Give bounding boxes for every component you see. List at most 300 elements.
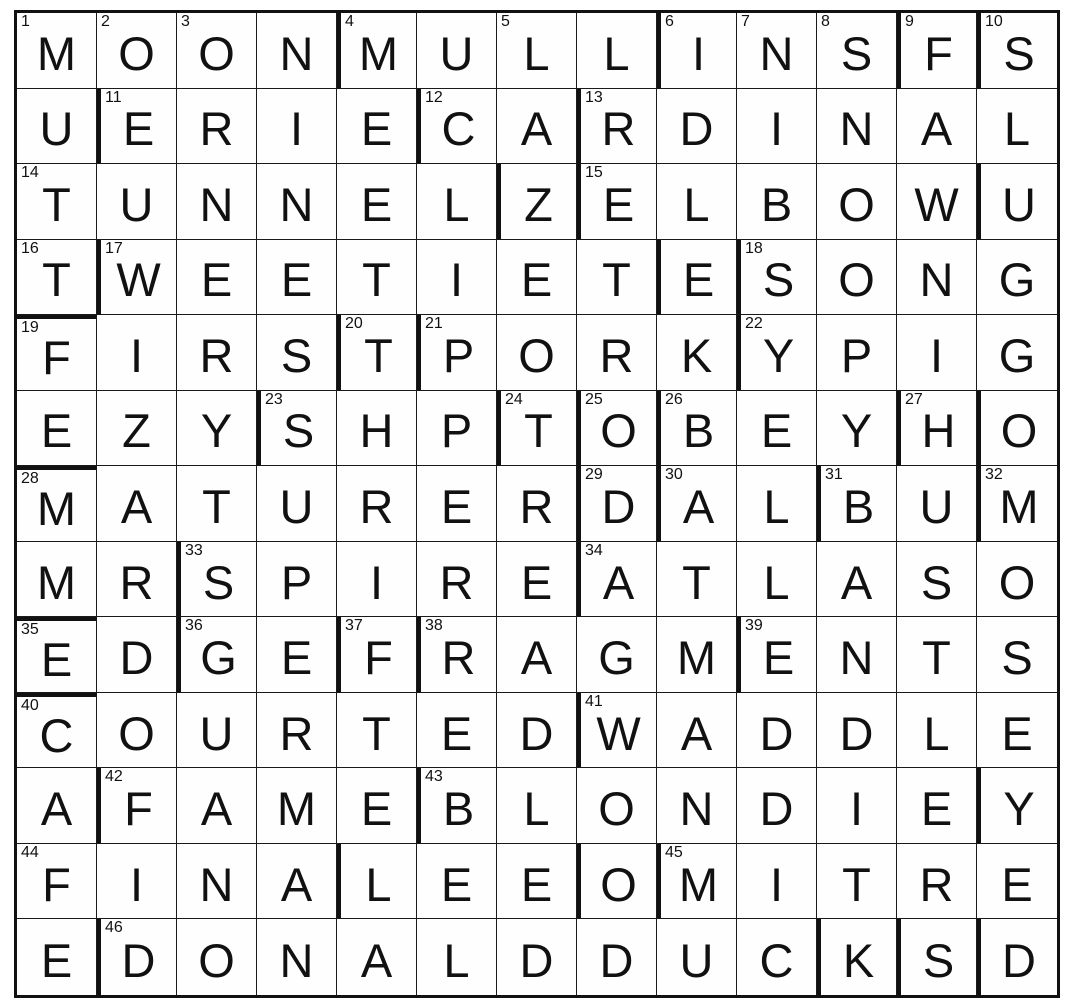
grid-cell-r2-c12[interactable]	[897, 89, 977, 165]
cell-letter: N	[759, 26, 794, 80]
cell-number: 43	[425, 768, 443, 786]
cell-letter: E	[440, 857, 473, 911]
grid-cell-r5-c4[interactable]	[257, 315, 337, 391]
cell-number: 41	[585, 692, 603, 710]
grid-cell-r2-c7[interactable]	[497, 89, 577, 165]
grid-cell-r11-c12[interactable]	[897, 768, 977, 844]
cell-letter: O	[838, 253, 875, 307]
grid-cell-r1-c7[interactable]	[497, 13, 577, 89]
grid-cell-r11-c2[interactable]	[97, 768, 177, 844]
cell-letter: A	[682, 479, 715, 533]
grid-cell-r2-c9[interactable]	[657, 89, 737, 165]
cell-number: 1	[21, 13, 30, 30]
grid-cell-r11-c8[interactable]	[577, 768, 657, 844]
grid-cell-r6-c8[interactable]	[577, 391, 657, 467]
grid-cell-r9-c9[interactable]	[657, 617, 737, 693]
grid-cell-r6-c7[interactable]	[497, 391, 577, 467]
cell-letter: I	[691, 26, 706, 80]
grid-cell-r8-c7[interactable]	[497, 542, 577, 618]
grid-cell-r4-c12[interactable]	[897, 240, 977, 316]
grid-cell-r7-c11[interactable]	[817, 466, 897, 542]
cell-number: 17	[105, 239, 123, 257]
cell-letter: Y	[200, 404, 233, 458]
cell-number: 42	[105, 768, 123, 786]
grid-cell-r1-c1[interactable]	[17, 13, 97, 89]
grid-cell-r1-c9[interactable]	[657, 13, 737, 89]
grid-cell-r9-c3[interactable]	[177, 617, 257, 693]
cell-letter: L	[763, 555, 790, 609]
cell-number: 20	[345, 315, 363, 333]
cell-letter: A	[920, 102, 953, 156]
cell-letter: B	[682, 404, 715, 458]
cell-number: 24	[505, 390, 523, 408]
grid-cell-r7-c6[interactable]	[417, 466, 497, 542]
grid-cell-r9-c1[interactable]	[17, 617, 97, 693]
cell-letter: D	[119, 631, 154, 685]
cell-number: 23	[265, 390, 283, 408]
grid-cell-r9-c11[interactable]	[817, 617, 897, 693]
grid-cell-r10-c3[interactable]	[177, 693, 257, 769]
grid-cell-r2-c2[interactable]	[97, 89, 177, 165]
cell-letter: S	[1001, 631, 1033, 685]
cell-letter: B	[442, 782, 475, 836]
grid-cell-r8-c2[interactable]	[97, 542, 177, 618]
grid-cell-r12-c5[interactable]	[337, 844, 417, 920]
grid-cell-r4-c6[interactable]	[417, 240, 497, 316]
cell-number: 3	[181, 13, 190, 30]
grid-cell-r7-c3[interactable]	[177, 466, 257, 542]
grid-cell-r5-c2[interactable]	[97, 315, 177, 391]
grid-cell-r11-c10[interactable]	[737, 768, 817, 844]
grid-cell-r12-c3[interactable]	[177, 844, 257, 920]
grid-cell-r3-c12[interactable]	[897, 164, 977, 240]
cell-letter: R	[359, 479, 394, 533]
cell-letter: T	[202, 479, 231, 533]
grid-cell-r8-c1[interactable]	[17, 542, 97, 618]
grid-cell-r7-c10[interactable]	[737, 466, 817, 542]
grid-cell-r10-c9[interactable]	[657, 693, 737, 769]
cell-number: 7	[741, 13, 750, 30]
grid-cell-r2-c10[interactable]	[737, 89, 817, 165]
grid-cell-r1-c6[interactable]	[417, 13, 497, 89]
grid-cell-r2-c6[interactable]	[417, 89, 497, 165]
cell-letter: W	[116, 253, 161, 307]
cell-letter: U	[679, 933, 714, 987]
grid-cell-r2-c1[interactable]	[17, 89, 97, 165]
cell-letter: E	[40, 404, 73, 458]
grid-cell-r9-c7[interactable]	[497, 617, 577, 693]
grid-cell-r6-c4[interactable]	[257, 391, 337, 467]
grid-cell-r4-c13[interactable]	[977, 240, 1057, 316]
grid-cell-r2-c13[interactable]	[977, 89, 1057, 165]
cell-number: 32	[985, 466, 1003, 484]
cell-letter: R	[519, 479, 554, 533]
cell-letter: S	[1003, 26, 1035, 80]
cell-number: 39	[745, 617, 763, 635]
grid-cell-r3-c4[interactable]	[257, 164, 337, 240]
cell-letter: G	[598, 631, 635, 685]
cell-letter: R	[439, 555, 474, 609]
grid-cell-r3-c10[interactable]	[737, 164, 817, 240]
grid-cell-r7-c2[interactable]	[97, 466, 177, 542]
grid-cell-r8-c10[interactable]	[737, 542, 817, 618]
grid-cell-r5-c3[interactable]	[177, 315, 257, 391]
cell-letter: S	[840, 26, 873, 80]
grid-cell-r4-c3[interactable]	[177, 240, 257, 316]
cell-number: 25	[585, 390, 603, 408]
cell-letter: D	[601, 479, 636, 533]
grid-cell-r11-c13[interactable]	[977, 768, 1057, 844]
grid-cell-r1-c5[interactable]	[337, 13, 417, 89]
cell-number: 22	[745, 315, 763, 333]
grid-cell-r10-c2[interactable]	[97, 693, 177, 769]
grid-cell-r12-c9[interactable]	[657, 844, 737, 920]
grid-cell-r5-c10[interactable]	[737, 315, 817, 391]
cell-letter: C	[441, 102, 476, 156]
grid-cell-r10-c12[interactable]	[897, 693, 977, 769]
cell-number: 34	[585, 541, 603, 559]
cell-number: 10	[985, 13, 1003, 30]
grid-cell-r13-c1[interactable]	[17, 919, 97, 995]
cell-letter: D	[759, 782, 794, 836]
grid-cell-r7-c12[interactable]	[897, 466, 977, 542]
cell-number: 37	[345, 617, 363, 635]
grid-cell-r4-c2[interactable]	[97, 240, 177, 316]
cell-letter: A	[520, 102, 553, 156]
grid-cell-r11-c9[interactable]	[657, 768, 737, 844]
cell-letter: I	[769, 857, 784, 911]
grid-cell-r9-c2[interactable]	[97, 617, 177, 693]
cell-letter: L	[683, 177, 710, 231]
cell-letter: N	[279, 933, 314, 987]
cell-letter: W	[914, 177, 959, 231]
grid-cell-r12-c1[interactable]	[17, 844, 97, 920]
cell-letter: R	[601, 102, 636, 156]
cell-letter: A	[602, 555, 635, 609]
grid-cell-r11-c1[interactable]	[17, 768, 97, 844]
cell-letter: A	[680, 706, 713, 760]
cell-letter: N	[839, 102, 874, 156]
cell-number: 15	[585, 164, 603, 182]
cell-letter: T	[364, 328, 393, 382]
grid-cell-r4-c8[interactable]	[577, 240, 657, 316]
grid-cell-r11-c6[interactable]	[417, 768, 497, 844]
cell-number: 38	[425, 617, 443, 635]
grid-cell-r8-c5[interactable]	[337, 542, 417, 618]
cell-letter: L	[443, 933, 470, 987]
grid-cell-r7-c5[interactable]	[337, 466, 417, 542]
grid-cell-r8-c6[interactable]	[417, 542, 497, 618]
cell-letter: O	[838, 177, 875, 231]
grid-cell-r10-c13[interactable]	[977, 693, 1057, 769]
cell-letter: L	[763, 479, 790, 533]
cell-letter: C	[39, 708, 74, 762]
grid-cell-r12-c2[interactable]	[97, 844, 177, 920]
cell-letter: E	[280, 631, 313, 685]
cell-letter: G	[200, 631, 237, 685]
grid-cell-r10-c11[interactable]	[817, 693, 897, 769]
cell-letter: L	[523, 26, 550, 80]
grid-cell-r5-c9[interactable]	[657, 315, 737, 391]
cell-letter: T	[682, 555, 711, 609]
grid-cell-r6-c13[interactable]	[977, 391, 1057, 467]
grid-cell-r4-c5[interactable]	[337, 240, 417, 316]
grid-cell-r1-c3[interactable]	[177, 13, 257, 89]
grid-cell-r3-c11[interactable]	[817, 164, 897, 240]
cell-letter: D	[519, 933, 554, 987]
grid-cell-r9-c5[interactable]	[337, 617, 417, 693]
grid-cell-r6-c3[interactable]	[177, 391, 257, 467]
cell-number: 2	[101, 13, 110, 30]
grid-cell-r4-c7[interactable]	[497, 240, 577, 316]
cell-letter: T	[362, 253, 391, 307]
cell-letter: R	[441, 631, 476, 685]
grid-cell-r13-c5[interactable]	[337, 919, 417, 995]
grid-cell-r2-c11[interactable]	[817, 89, 897, 165]
grid-cell-r3-c1[interactable]	[17, 164, 97, 240]
grid-cell-r2-c8[interactable]	[577, 89, 657, 165]
cell-letter: S	[282, 404, 315, 458]
grid-cell-r8-c8[interactable]	[577, 542, 657, 618]
cell-letter: P	[280, 555, 313, 609]
cell-letter: O	[198, 933, 235, 987]
grid-cell-r1-c4[interactable]	[257, 13, 337, 89]
grid-cell-r13-c3[interactable]	[177, 919, 257, 995]
grid-cell-r11-c3[interactable]	[177, 768, 257, 844]
grid-cell-r5-c1[interactable]	[17, 315, 97, 391]
grid-cell-r13-c7[interactable]	[497, 919, 577, 995]
grid-cell-r3-c13[interactable]	[977, 164, 1057, 240]
cell-letter: P	[840, 328, 873, 382]
cell-letter: A	[40, 782, 73, 836]
grid-cell-r5-c13[interactable]	[977, 315, 1057, 391]
grid-cell-r11-c5[interactable]	[337, 768, 417, 844]
grid-cell-r4-c10[interactable]	[737, 240, 817, 316]
grid-cell-r9-c4[interactable]	[257, 617, 337, 693]
grid-cell-r6-c2[interactable]	[97, 391, 177, 467]
grid-cell-r7-c1[interactable]	[17, 466, 97, 542]
grid-cell-r13-c8[interactable]	[577, 919, 657, 995]
grid-cell-r12-c12[interactable]	[897, 844, 977, 920]
grid-cell-r2-c3[interactable]	[177, 89, 257, 165]
grid-cell-r8-c13[interactable]	[977, 542, 1057, 618]
grid-cell-r4-c9[interactable]	[657, 240, 737, 316]
grid-cell-r8-c9[interactable]	[657, 542, 737, 618]
grid-cell-r13-c2[interactable]	[97, 919, 177, 995]
cell-letter: L	[1003, 102, 1031, 156]
grid-cell-r6-c11[interactable]	[817, 391, 897, 467]
cell-letter: E	[760, 404, 793, 458]
grid-cell-r8-c12[interactable]	[897, 542, 977, 618]
crossword-grid[interactable]	[14, 10, 1060, 998]
cell-letter: A	[360, 933, 393, 987]
cell-letter: P	[442, 328, 475, 382]
cell-letter: E	[682, 253, 715, 307]
cell-letter: O	[1000, 404, 1038, 458]
grid-cell-r10-c7[interactable]	[497, 693, 577, 769]
grid-cell-r12-c7[interactable]	[497, 844, 577, 920]
cell-number: 13	[585, 88, 603, 106]
cell-letter: M	[676, 631, 717, 685]
cell-letter: O	[598, 782, 635, 836]
cell-letter: T	[42, 177, 71, 231]
grid-cell-r6-c5[interactable]	[337, 391, 417, 467]
grid-cell-r10-c5[interactable]	[337, 693, 417, 769]
grid-cell-r7-c13[interactable]	[977, 466, 1057, 542]
cell-letter: G	[998, 328, 1036, 382]
grid-cell-r5-c12[interactable]	[897, 315, 977, 391]
cell-letter: L	[365, 857, 392, 911]
grid-cell-r7-c7[interactable]	[497, 466, 577, 542]
grid-cell-r12-c4[interactable]	[257, 844, 337, 920]
cell-letter: E	[520, 555, 553, 609]
grid-cell-r9-c6[interactable]	[417, 617, 497, 693]
cell-letter: O	[518, 328, 555, 382]
grid-cell-r3-c6[interactable]	[417, 164, 497, 240]
cell-letter: W	[596, 706, 641, 760]
cell-letter: L	[443, 177, 470, 231]
grid-cell-r10-c10[interactable]	[737, 693, 817, 769]
grid-cell-r3-c8[interactable]	[577, 164, 657, 240]
cell-letter: E	[1001, 706, 1033, 760]
grid-cell-r10-c1[interactable]	[17, 693, 97, 769]
cell-number: 35	[21, 621, 39, 639]
cell-letter: A	[120, 479, 153, 533]
cell-letter: U	[279, 479, 314, 533]
cell-letter: O	[118, 26, 155, 80]
cell-letter: B	[760, 177, 793, 231]
cell-letter: N	[679, 782, 714, 836]
cell-letter: R	[599, 328, 634, 382]
cell-number: 46	[105, 919, 123, 937]
cell-letter: R	[119, 555, 154, 609]
grid-cell-r3-c5[interactable]	[337, 164, 417, 240]
cell-number: 27	[905, 390, 923, 408]
cell-letter: M	[276, 782, 317, 836]
grid-cell-r8-c4[interactable]	[257, 542, 337, 618]
grid-cell-r13-c12[interactable]	[897, 919, 977, 995]
grid-cell-r12-c11[interactable]	[817, 844, 897, 920]
cell-letter: F	[924, 26, 953, 80]
grid-cell-r10-c6[interactable]	[417, 693, 497, 769]
grid-cell-r8-c11[interactable]	[817, 542, 897, 618]
grid-cell-r1-c12[interactable]	[897, 13, 977, 89]
cell-letter: Z	[122, 404, 151, 458]
grid-cell-r1-c11[interactable]	[817, 13, 897, 89]
cell-letter: D	[121, 933, 156, 987]
grid-cell-r5-c7[interactable]	[497, 315, 577, 391]
grid-cell-r6-c9[interactable]	[657, 391, 737, 467]
grid-cell-r10-c8[interactable]	[577, 693, 657, 769]
cell-number: 12	[425, 88, 443, 106]
grid-cell-r3-c7[interactable]	[497, 164, 577, 240]
grid-cell-r2-c5[interactable]	[337, 89, 417, 165]
grid-cell-r1-c8[interactable]	[577, 13, 657, 89]
grid-cell-r7-c9[interactable]	[657, 466, 737, 542]
cell-letter: I	[849, 782, 864, 836]
cell-number: 5	[501, 13, 510, 30]
grid-cell-r12-c6[interactable]	[417, 844, 497, 920]
grid-cell-r3-c3[interactable]	[177, 164, 257, 240]
grid-cell-r11-c4[interactable]	[257, 768, 337, 844]
grid-cell-r13-c6[interactable]	[417, 919, 497, 995]
cell-letter: T	[524, 404, 553, 458]
cell-letter: O	[600, 857, 637, 911]
grid-cell-r13-c11[interactable]	[817, 919, 897, 995]
grid-cell-r7-c8[interactable]	[577, 466, 657, 542]
grid-cell-r4-c11[interactable]	[817, 240, 897, 316]
cell-letter: A	[840, 555, 873, 609]
cell-letter: M	[999, 479, 1039, 533]
grid-cell-r13-c9[interactable]	[657, 919, 737, 995]
grid-cell-r6-c12[interactable]	[897, 391, 977, 467]
grid-cell-r7-c4[interactable]	[257, 466, 337, 542]
grid-cell-r10-c4[interactable]	[257, 693, 337, 769]
grid-cell-r3-c9[interactable]	[657, 164, 737, 240]
cell-number: 29	[585, 466, 603, 484]
grid-cell-r13-c10[interactable]	[737, 919, 817, 995]
grid-cell-r9-c12[interactable]	[897, 617, 977, 693]
grid-cell-r6-c6[interactable]	[417, 391, 497, 467]
cell-letter: T	[922, 631, 951, 685]
grid-cell-r1-c13[interactable]	[977, 13, 1057, 89]
cell-letter: M	[678, 857, 719, 911]
grid-cell-r9-c8[interactable]	[577, 617, 657, 693]
grid-cell-r1-c10[interactable]	[737, 13, 817, 89]
grid-cell-r5-c11[interactable]	[817, 315, 897, 391]
grid-cell-r12-c13[interactable]	[977, 844, 1057, 920]
grid-cell-r6-c1[interactable]	[17, 391, 97, 467]
cell-number: 6	[665, 13, 674, 30]
grid-cell-r13-c13[interactable]	[977, 919, 1057, 995]
grid-cell-r6-c10[interactable]	[737, 391, 817, 467]
grid-cell-r3-c2[interactable]	[97, 164, 177, 240]
cell-letter: E	[440, 706, 473, 760]
cell-number: 8	[821, 13, 830, 30]
grid-cell-r9-c10[interactable]	[737, 617, 817, 693]
cell-letter: O	[118, 706, 155, 760]
grid-cell-r12-c10[interactable]	[737, 844, 817, 920]
cell-letter: M	[358, 26, 399, 80]
cell-letter: H	[921, 404, 956, 458]
cell-letter: E	[360, 782, 393, 836]
grid-cell-r5-c8[interactable]	[577, 315, 657, 391]
grid-cell-r5-c5[interactable]	[337, 315, 417, 391]
cell-letter: A	[280, 857, 313, 911]
grid-cell-r8-c3[interactable]	[177, 542, 257, 618]
cell-letter: Y	[840, 404, 873, 458]
cell-letter: E	[602, 177, 635, 231]
grid-cell-r5-c6[interactable]	[417, 315, 497, 391]
grid-cell-r11-c7[interactable]	[497, 768, 577, 844]
grid-cell-r4-c4[interactable]	[257, 240, 337, 316]
grid-cell-r13-c4[interactable]	[257, 919, 337, 995]
grid-cell-r9-c13[interactable]	[977, 617, 1057, 693]
grid-cell-r11-c11[interactable]	[817, 768, 897, 844]
cell-letter: D	[1002, 933, 1036, 987]
cell-letter: E	[520, 253, 553, 307]
grid-cell-r2-c4[interactable]	[257, 89, 337, 165]
cell-letter: O	[998, 555, 1036, 609]
grid-cell-r4-c1[interactable]	[17, 240, 97, 316]
grid-cell-r1-c2[interactable]	[97, 13, 177, 89]
cell-letter: E	[360, 102, 393, 156]
cell-number: 9	[905, 13, 914, 30]
cell-letter: B	[842, 479, 875, 533]
cell-letter: S	[202, 555, 235, 609]
cell-letter: T	[42, 253, 71, 307]
grid-cell-r12-c8[interactable]	[577, 844, 657, 920]
